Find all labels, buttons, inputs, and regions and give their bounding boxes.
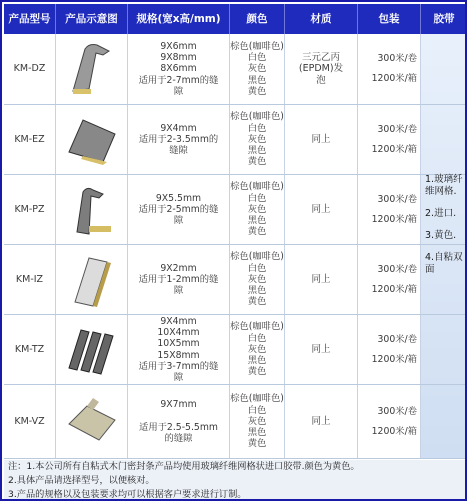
package-line: 1200米/箱 — [371, 425, 417, 437]
material-cell: 同上 — [285, 315, 358, 384]
spec-line: 隙 — [173, 372, 184, 384]
color-cell — [230, 315, 285, 384]
spec-line: 9X4mm — [160, 122, 197, 134]
tape-note: 2.进口. — [425, 208, 457, 219]
material-cell: 三元乙丙 (EPDM)发 泡 — [285, 34, 358, 104]
package-line: 300米/卷 — [377, 333, 417, 345]
package-line: 1200米/箱 — [371, 73, 417, 84]
package-cell — [358, 175, 421, 244]
color-cell — [230, 385, 285, 458]
package-cell — [358, 34, 421, 104]
spec-line: 9X7mm — [160, 398, 197, 410]
table-row — [4, 385, 467, 459]
spec-line: 适用于2.5-5.5mm — [139, 421, 218, 433]
package-line: 1200米/箱 — [371, 213, 417, 225]
product-image-cell — [56, 385, 128, 458]
table-row — [4, 315, 467, 385]
package-cell — [358, 385, 421, 458]
color-option: 灰色 — [247, 133, 267, 145]
package-line: 300米/卷 — [377, 263, 417, 275]
product-image-cell — [56, 105, 128, 174]
header-material: 材质 — [285, 4, 358, 34]
package-line: 300米/卷 — [377, 405, 417, 417]
model-cell: KM-IZ — [4, 245, 56, 314]
package-cell — [358, 245, 421, 314]
spec-line: 的缝隙 — [164, 432, 193, 444]
spec-line: 适用于2-7mm的缝 — [138, 74, 219, 86]
seal-strip-profile-image — [63, 394, 121, 450]
color-option: 白色 — [247, 404, 267, 416]
color-option: 白色 — [247, 262, 267, 274]
color-option: 灰色 — [247, 273, 267, 285]
color-option: 黄色 — [247, 366, 267, 378]
color-option: 白色 — [247, 52, 267, 64]
spec-cell — [128, 315, 230, 384]
spec-line: 隙 — [173, 285, 184, 297]
spec-line: 10X5mm — [157, 338, 200, 350]
color-option: 白色 — [247, 192, 267, 204]
product-image-cell — [56, 34, 128, 104]
color-option: 黑色 — [247, 355, 267, 367]
product-image-cell — [56, 245, 128, 314]
material-cell: 同上 — [285, 105, 358, 174]
model-cell: KM-EZ — [4, 105, 56, 174]
package-line: 300米/卷 — [377, 193, 417, 205]
table-row — [4, 34, 467, 105]
spec-line: 适用于2-5mm的缝 — [138, 203, 219, 215]
color-option: 黑色 — [247, 145, 267, 157]
spec-line: 隙 — [173, 85, 184, 97]
color-option: 棕色(咖啡色) — [230, 393, 284, 405]
seal-strip-profile-image — [63, 112, 121, 168]
footnote-3: 3.产品的规格以及包装要求均可以根据客户要求进行订制。 — [8, 489, 247, 500]
tape-note: 4.自粘双面 — [425, 252, 463, 275]
package-cell — [358, 105, 421, 174]
tape-note: 3.黄色. — [425, 230, 457, 241]
footnote-1: 注：1.本公司所有自粘式木门密封条产品均使用玻璃纤维网格状进口胶带.颜色为黄色。 — [8, 461, 360, 472]
spec-cell — [128, 105, 230, 174]
material-cell: 同上 — [285, 245, 358, 314]
package-line: 1200米/箱 — [371, 143, 417, 155]
table-header — [4, 4, 467, 34]
spec-line: 8X6mm — [160, 63, 197, 75]
color-option: 白色 — [247, 332, 267, 344]
package-line: 1200米/箱 — [371, 283, 417, 295]
color-option: 黄色 — [247, 438, 267, 450]
color-option: 黄色 — [247, 226, 267, 238]
header-tape: 胶带 — [421, 4, 467, 34]
color-option: 棕色(咖啡色) — [230, 321, 284, 333]
color-cell — [230, 245, 285, 314]
color-option: 黑色 — [247, 427, 267, 439]
model-cell: KM-TZ — [4, 315, 56, 384]
color-option: 黑色 — [247, 74, 267, 86]
model-cell: KM-DZ — [4, 34, 56, 104]
tape-notes — [425, 174, 465, 286]
color-option: 白色 — [247, 122, 267, 134]
header-model: 产品型号 — [4, 4, 56, 34]
product-image-cell — [56, 175, 128, 244]
color-option: 黄色 — [247, 156, 267, 168]
color-option: 黄色 — [247, 85, 267, 97]
color-option: 灰色 — [247, 415, 267, 427]
material-cell: 同上 — [285, 385, 358, 458]
spec-line: 9X5.5mm — [155, 192, 202, 204]
spec-line: 9X8mm — [160, 52, 197, 64]
tape-note: 1.玻璃纤维网格. — [425, 174, 463, 197]
package-line: 300米/卷 — [377, 53, 417, 64]
spec-line: 10X4mm — [157, 326, 200, 338]
spec-line: 隙 — [173, 215, 184, 227]
spec-line: 适用于1-2mm的缝 — [138, 273, 219, 285]
seal-strip-profile-image — [63, 41, 121, 97]
color-cell — [230, 34, 285, 104]
spec-cell — [128, 245, 230, 314]
spec-line: 适用于2-3.5mm的 — [138, 133, 219, 145]
spec-line — [139, 410, 218, 421]
spec-line: 9X4mm — [160, 315, 197, 327]
color-option: 棕色(咖啡色) — [230, 251, 284, 263]
color-option: 棕色(咖啡色) — [230, 111, 284, 123]
header-image: 产品示意图 — [56, 4, 128, 34]
model-cell: KM-PZ — [4, 175, 56, 244]
color-option: 灰色 — [247, 343, 267, 355]
table-row — [4, 175, 467, 245]
seal-strip-profile-image — [63, 252, 121, 308]
header-package: 包装 — [358, 4, 421, 34]
footnote-2: 2.具体产品请选择型号，以便核对。 — [8, 475, 155, 486]
seal-strip-profile-image — [63, 322, 121, 378]
spec-cell — [128, 385, 230, 458]
material-cell: 同上 — [285, 175, 358, 244]
spec-line: 适用于3-7mm的缝 — [138, 360, 219, 372]
color-option: 黑色 — [247, 285, 267, 297]
model-cell: KM-VZ — [4, 385, 56, 458]
color-cell — [230, 105, 285, 174]
package-line: 300米/卷 — [377, 123, 417, 135]
package-cell — [358, 315, 421, 384]
spec-cell — [128, 34, 230, 104]
color-option: 棕色(咖啡色) — [230, 181, 284, 193]
color-option: 灰色 — [247, 63, 267, 75]
package-line: 1200米/箱 — [371, 353, 417, 365]
spec-line: 9X6mm — [160, 40, 197, 52]
header-color: 颜色 — [230, 4, 285, 34]
table-row — [4, 245, 467, 315]
spec-line: 9X2mm — [160, 262, 197, 274]
seal-strip-profile-image — [63, 182, 121, 238]
color-option: 棕色(咖啡色) — [230, 40, 284, 52]
color-option: 灰色 — [247, 203, 267, 215]
spec-line: 缝隙 — [169, 145, 188, 157]
color-option: 黑色 — [247, 215, 267, 227]
color-cell — [230, 175, 285, 244]
product-image-cell — [56, 315, 128, 384]
footnotes — [4, 460, 467, 501]
color-option: 黄色 — [247, 296, 267, 308]
spec-line: 15X8mm — [157, 349, 200, 361]
spec-cell — [128, 175, 230, 244]
header-spec: 规格(宽x高/mm) — [128, 4, 230, 34]
table-row — [4, 105, 467, 175]
